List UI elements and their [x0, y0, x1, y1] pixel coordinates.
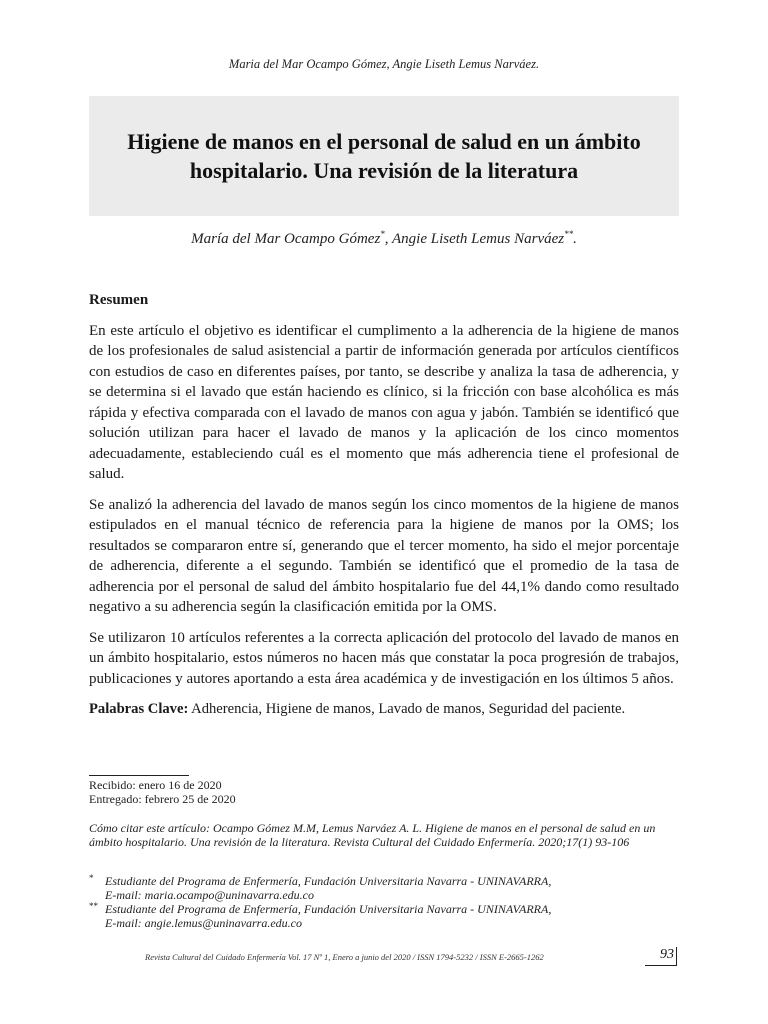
abstract-paragraph: En este artículo el objetivo es identificar el cumplimento a la adherencia de la higiene de manos de los profesionales de salud asistencial a partir de información generada por artículos científicos con estudios de caso en diferentes países, por tanto, se describe y analiza la tasa de adherencia, y se determina si el lavado que están haciendo es clínico, si la fricción con base alcohólica es más rápida y efectiva comparada con el lavado de manos con agua y jabón. También se identificó que solución utilizan para hacer el lavado de manos y la aplicación de los cinco momentos adecuadamente, estableciendo cuál es el momento que más adherencia tiene el profesional de salud.: [89, 322, 679, 482]
received-date: Recibido: enero 16 de 2020: [89, 778, 222, 792]
author-notes: [89, 874, 681, 930]
footnote-divider: [89, 775, 189, 776]
note-mark: **: [89, 901, 98, 911]
abstract-section: [89, 290, 679, 730]
note-affiliation: Estudiante del Programa de Enfermería, Fundación Universitaria Navarra - UNINAVARRA,: [105, 874, 552, 888]
citation-note: Cómo citar este artículo: Ocampo Gómez M.M, Lemus Narváez A. L. Higiene de manos en el personal de salud en un ámbito hospitalario. Una revisión de la literatura. Revista Cultural del Cuidado Enfermería. 2020;17(1) 93-106: [89, 821, 656, 849]
delivered-date: Entregado: febrero 25 de 2020: [89, 792, 236, 806]
abstract-heading: Resumen: [89, 292, 149, 308]
page-number: 93: [645, 947, 677, 966]
article-title: Higiene de manos en el personal de salud en un ámbito hospitalario. Una revisión de la literatura: [127, 129, 641, 183]
author-name: María del Mar Ocampo Gómez: [191, 231, 381, 247]
keywords-label: Palabras Clave:: [89, 701, 189, 717]
running-header: Maria del Mar Ocampo Gómez, Angie Liseth Lemus Narváez.: [228, 57, 540, 71]
author-terminator: .: [573, 231, 577, 247]
note-affiliation: Estudiante del Programa de Enfermería, Fundación Universitaria Navarra - UNINAVARRA,: [105, 902, 552, 916]
keywords-line: [89, 699, 679, 720]
author-mark: *: [380, 229, 385, 239]
submission-dates: [89, 778, 236, 806]
journal-footer: Revista Cultural del Cuidado Enfermería Vol. 17 Nº 1, Enero a junio del 2020 / ISSN 1794-5232 / ISSN E-2665-1262: [145, 952, 544, 962]
abstract-paragraph: Se analizó la adherencia del lavado de manos según los cinco momentos de la higiene de manos estipulados en el manual técnico de referencia para la higiene de manos por la OMS; los resultados se compararon entre sí, generando que el tercer momento, ha sido el mejor porcentaje de adherencia, diferente a el segundo. También se identificó que el promedio de la tasa de adherencia por el personal de salud del ámbito hospitalario fue del 44,1% dando como resultado negativo a su adherencia según la clasificación emitida por la OMS.: [89, 496, 679, 615]
note-email: E-mail: angie.lemus@uninavarra.edu.co: [105, 916, 303, 930]
author-name: Angie Liseth Lemus Narváez: [392, 231, 565, 247]
author-note: [89, 874, 681, 902]
note-mark: *: [89, 873, 94, 883]
keywords-text: Adherencia, Higiene de manos, Lavado de manos, Seguridad del paciente.: [191, 701, 626, 717]
author-separator: ,: [384, 231, 393, 247]
author-note: [89, 902, 681, 930]
article-authors: [0, 229, 768, 248]
note-email: E-mail: maria.ocampo@uninavarra.edu.co: [105, 888, 315, 902]
abstract-paragraph: Se utilizaron 10 artículos referentes a la correcta aplicación del protocolo del lavado de manos en un ámbito hospitalario, estos números no hacen más que constatar la poca progresión de trabajos, publicaciones y autores aportando a esta área académica y de investigación en los últimos 5 años.: [89, 629, 679, 687]
author-mark: **: [564, 229, 574, 239]
title-box: [89, 96, 679, 216]
